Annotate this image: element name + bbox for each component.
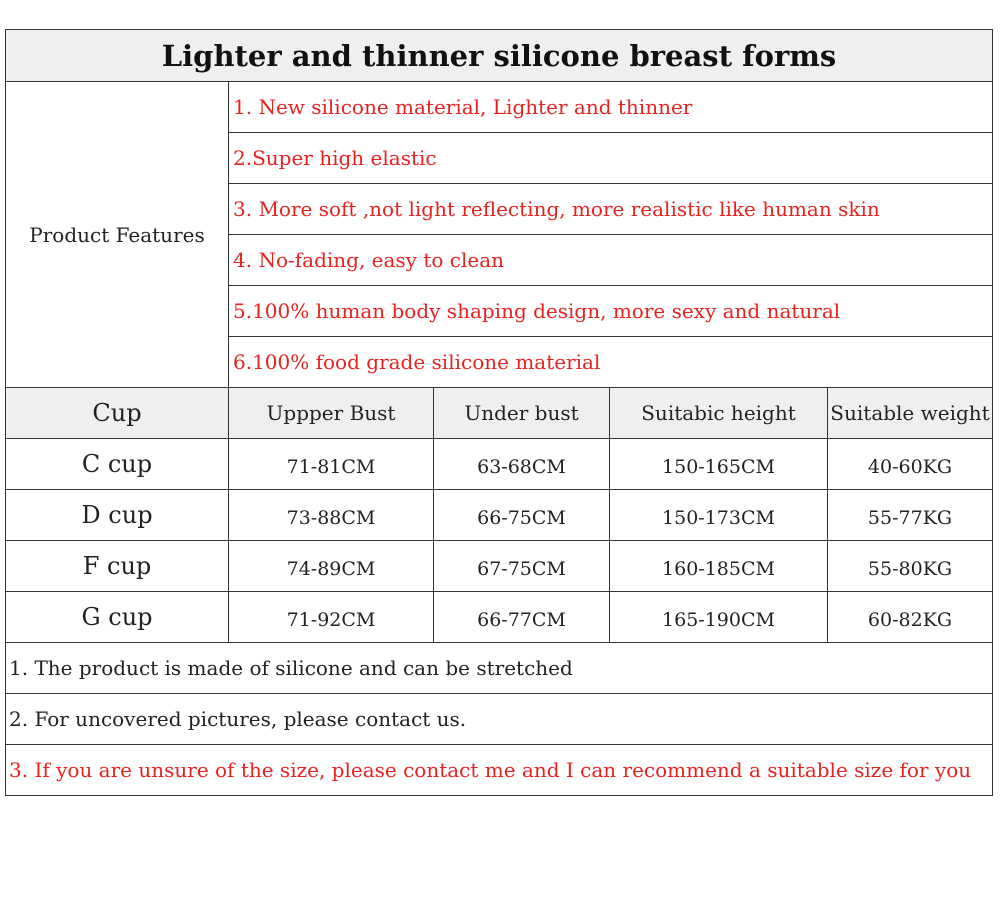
size-header-row — [6, 388, 993, 439]
note-item: 2. For uncovered pictures, please contact us. — [6, 694, 993, 745]
under-bust-value: 63-68CM — [434, 439, 610, 490]
header-weight: Suitable weight — [828, 388, 993, 439]
size-spec-table — [5, 29, 993, 796]
under-bust-value: 67-75CM — [434, 541, 610, 592]
upper-bust-value: 71-81CM — [229, 439, 434, 490]
weight-value: 60-82KG — [828, 592, 993, 643]
cup-size: C cup — [6, 439, 229, 490]
upper-bust-value: 74-89CM — [229, 541, 434, 592]
feature-item: 4. No-fading, easy to clean — [229, 235, 993, 286]
cup-size: G cup — [6, 592, 229, 643]
weight-value: 40-60KG — [828, 439, 993, 490]
table-row — [6, 490, 993, 541]
table-row — [6, 541, 993, 592]
product-features-label: Product Features — [6, 82, 229, 388]
table-row — [6, 592, 993, 643]
note-row — [6, 694, 993, 745]
header-under-bust: Under bust — [434, 388, 610, 439]
under-bust-value: 66-77CM — [434, 592, 610, 643]
cup-size: D cup — [6, 490, 229, 541]
feature-item: 2.Super high elastic — [229, 133, 993, 184]
height-value: 150-173CM — [610, 490, 828, 541]
upper-bust-value: 71-92CM — [229, 592, 434, 643]
feature-item: 1. New silicone material, Lighter and thinner — [229, 82, 993, 133]
feature-item: 6.100% food grade silicone material — [229, 337, 993, 388]
header-upper-bust: Uppper Bust — [229, 388, 434, 439]
feature-item: 5.100% human body shaping design, more sexy and natural — [229, 286, 993, 337]
weight-value: 55-80KG — [828, 541, 993, 592]
height-value: 150-165CM — [610, 439, 828, 490]
feature-item: 3. More soft ,not light reflecting, more realistic like human skin — [229, 184, 993, 235]
cup-size: F cup — [6, 541, 229, 592]
under-bust-value: 66-75CM — [434, 490, 610, 541]
page-title: Lighter and thinner silicone breast forms — [6, 30, 993, 82]
height-value: 160-185CM — [610, 541, 828, 592]
note-item: 1. The product is made of silicone and can be stretched — [6, 643, 993, 694]
table-row — [6, 439, 993, 490]
height-value: 165-190CM — [610, 592, 828, 643]
header-cup: Cup — [6, 388, 229, 439]
note-item: 3. If you are unsure of the size, please contact me and I can recommend a suitable size for you — [6, 745, 993, 796]
note-row — [6, 745, 993, 796]
note-row — [6, 643, 993, 694]
title-row — [6, 30, 993, 82]
upper-bust-value: 73-88CM — [229, 490, 434, 541]
feature-row — [6, 82, 993, 133]
header-height: Suitabic height — [610, 388, 828, 439]
weight-value: 55-77KG — [828, 490, 993, 541]
